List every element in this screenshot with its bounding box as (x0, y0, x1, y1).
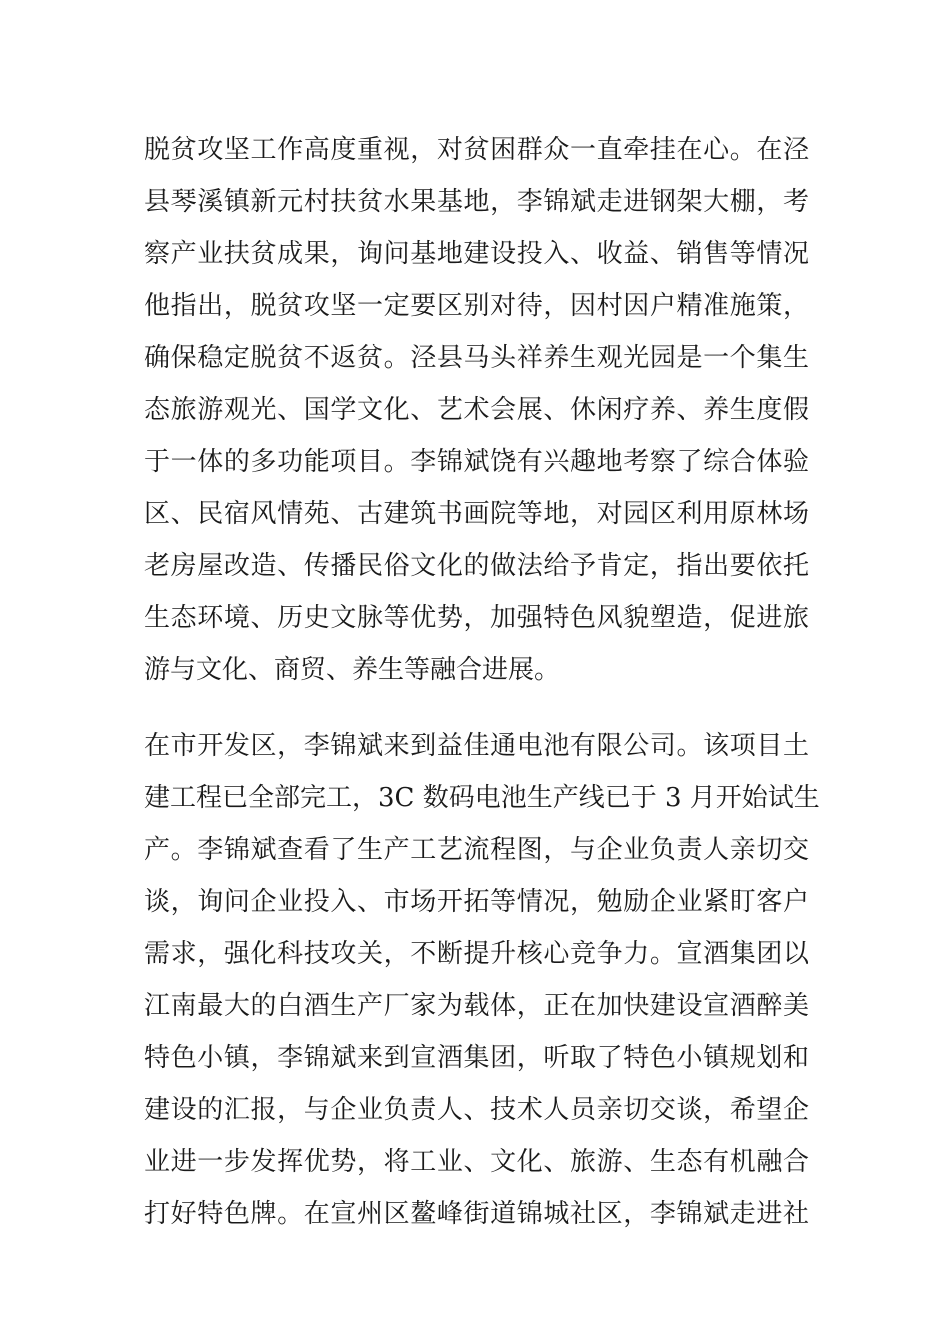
text-line: 需求，强化科技攻关，不断提升核心竞争力。宣酒集团以 (144, 939, 809, 969)
text-line: 游与文化、商贸、养生等融合进展。 (144, 655, 561, 685)
text-line: 脱贫攻坚工作高度重视，对贫困群众一直牵挂在心。在泾 (144, 135, 809, 165)
text-line: 打好特色牌。在宣州区鳌峰街道锦城社区，李锦斌走进社 (144, 1199, 809, 1229)
text-line: 于一体的多功能项目。李锦斌饶有兴趣地考察了综合体验 (144, 447, 809, 477)
text-line: 他指出，脱贫攻坚一定要区别对待，因村因户精准施策， (144, 291, 809, 321)
text-line: 业进一步发挥优势，将工业、文化、旅游、生态有机融合 (144, 1147, 809, 1177)
text-line: 态旅游观光、国学文化、艺术会展、休闲疗养、养生度假 (144, 395, 809, 425)
text-line: 老房屋改造、传播民俗文化的做法给予肯定，指出要依托 (144, 551, 809, 581)
text-line: 建设的汇报，与企业负责人、技术人员亲切交谈，希望企 (144, 1095, 809, 1125)
text-line: 区、民宿风情苑、古建筑书画院等地，对园区利用原林场 (144, 499, 809, 529)
text-line: 察产业扶贫成果，询问基地建设投入、收益、销售等情况 (144, 239, 809, 269)
text-line: 谈，询问企业投入、市场开拓等情况，勉励企业紧盯客户 (144, 887, 809, 917)
text-line: 生态环境、历史文脉等优势，加强特色风貌塑造，促进旅 (144, 603, 809, 633)
text-line: 特色小镇，李锦斌来到宣酒集团，听取了特色小镇规划和 (144, 1043, 809, 1073)
paragraph-2 (144, 720, 820, 1240)
text-line: 江南最大的白酒生产厂家为载体，正在加快建设宣酒醉美 (144, 991, 809, 1021)
text-line: 产。李锦斌查看了生产工艺流程图，与企业负责人亲切交 (144, 835, 809, 865)
text-line: 在市开发区，李锦斌来到益佳通电池有限公司。该项目土 (144, 731, 809, 761)
text-line: 建工程已全部完工，3C 数码电池生产线已于 3 月开始试生 (144, 783, 820, 813)
paragraph-1 (144, 124, 809, 696)
text-line: 确保稳定脱贫不返贫。泾县马头祥养生观光园是一个集生 (144, 343, 809, 373)
text-line: 县琴溪镇新元村扶贫水果基地，李锦斌走进钢架大棚，考 (144, 187, 809, 217)
